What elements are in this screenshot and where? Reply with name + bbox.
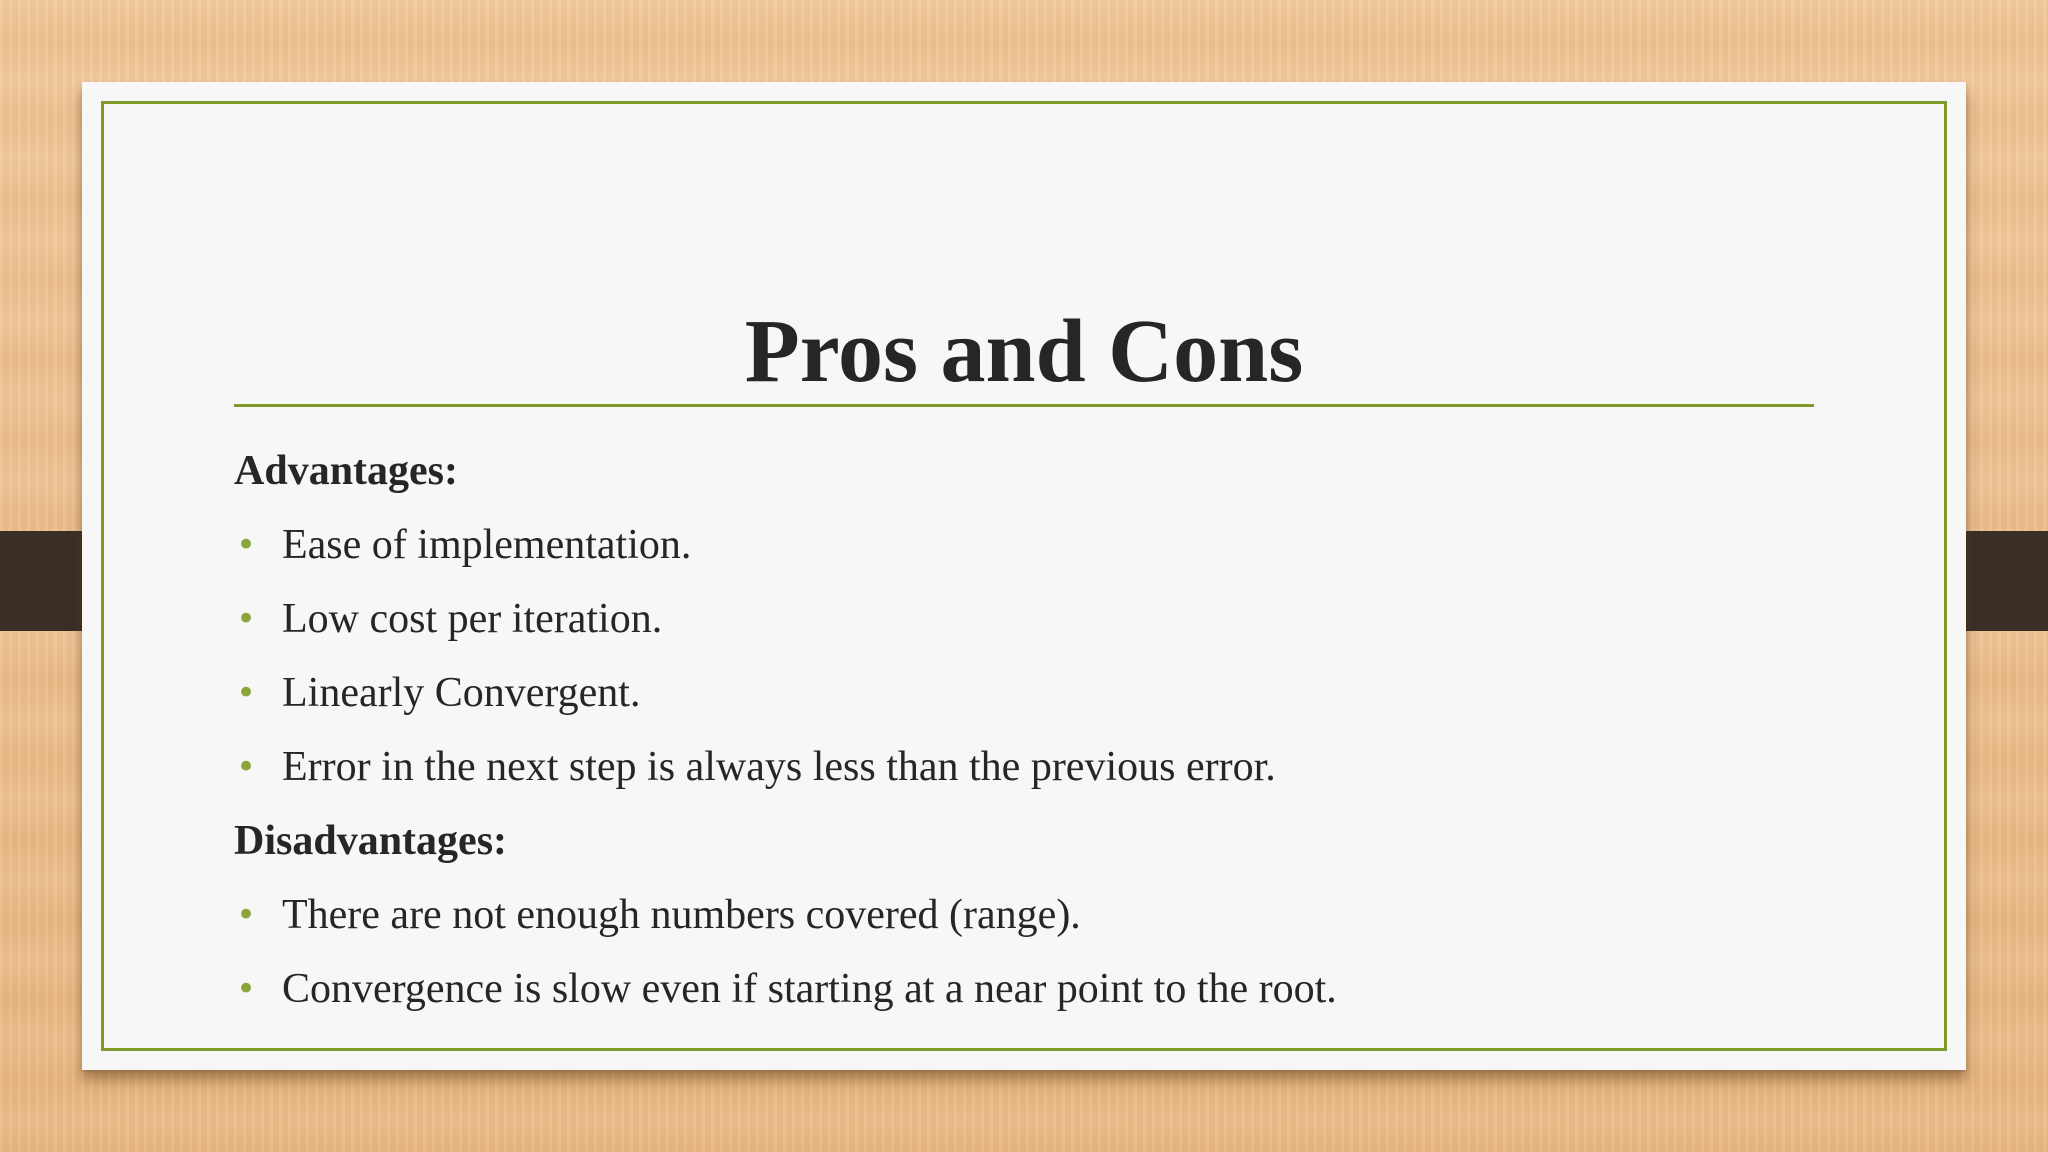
list-item-text: Error in the next step is always less than the previous error. [282,744,1276,790]
disadvantages-heading: Disadvantages: [234,818,508,864]
list-item [234,582,1854,656]
list-item [234,952,1854,1026]
slide-card [82,82,1966,1070]
slide-content [234,434,1854,1026]
bullet-icon: • [236,599,257,639]
list-item-text: Convergence is slow even if starting at a near point to the root. [282,966,1337,1012]
title-divider [234,404,1814,407]
advantages-heading: Advantages: [234,448,459,494]
list-item [234,508,1854,582]
list-item [234,730,1854,804]
bullet-icon: • [236,969,257,1009]
bullet-icon: • [236,895,257,935]
bullet-icon: • [236,673,257,713]
list-item-text: Linearly Convergent. [282,670,641,716]
slide-title: Pros and Cons [744,302,1304,401]
list-item [234,878,1854,952]
list-item-text: Low cost per iteration. [282,596,663,642]
list-item-text: There are not enough numbers covered (range). [282,892,1081,938]
list-item-text: Ease of implementation. [282,522,692,568]
bullet-icon: • [236,747,257,787]
bullet-icon: • [236,525,257,565]
list-item [234,656,1854,730]
